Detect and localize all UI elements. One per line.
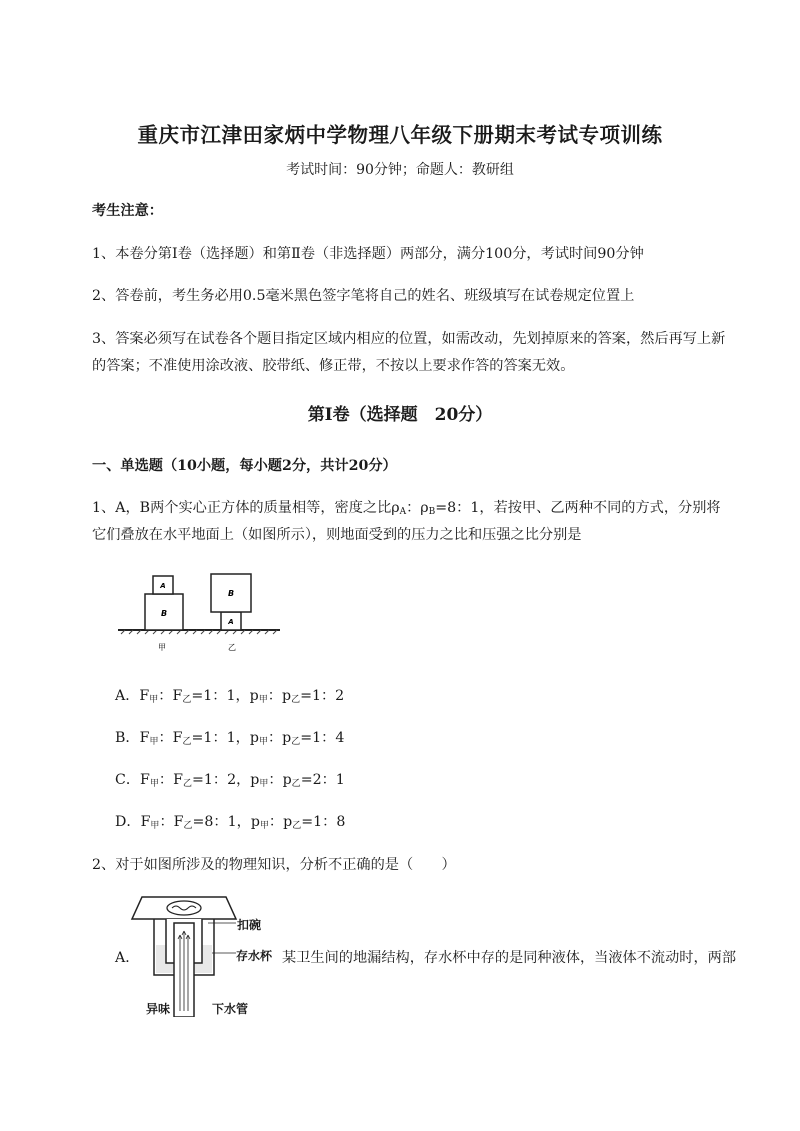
label-kouwan: 扣碗 [237, 918, 262, 932]
drain-figure [128, 893, 240, 1017]
notice-heading: 考生注意： [92, 203, 163, 219]
notice-item-2: 2、答卷前，考生务必用0.5毫米黑色签字笔将自己的姓名、班级填写在试卷规定位置上 [92, 288, 635, 304]
question-1-stem-line2: 它们叠放在水平地面上（如图所示），则地面受到的压力之比和压强之比分别是 [92, 527, 582, 543]
ground-line [118, 630, 280, 634]
q2-option-a-letter: A． [115, 950, 140, 966]
option-b[interactable]: B．$F_甲$：$F_乙=1$：1，$p_甲$：$p_乙=1$：4 [115, 730, 345, 747]
exam-info: 考试时间：90分钟；命题人：教研组 [286, 162, 514, 178]
label-jia: 甲 [158, 643, 166, 652]
label-yi: 乙 [228, 643, 236, 652]
section-title: 第I卷（选择题 20分） [307, 405, 493, 425]
svg-text:A: A [228, 618, 234, 626]
notice-item-1: 1、本卷分第I卷（选择题）和第Ⅱ卷（非选择题）两部分，满分100分，考试时间90分钟 [92, 246, 644, 262]
option-d[interactable]: D．$F_甲$：$F_乙=8$：1，$p_甲$：$p_乙=1$：8 [115, 814, 346, 831]
option-c[interactable]: C．$F_甲$：$F_乙=1$：2，$p_甲$：$p_乙=2$：1 [115, 772, 345, 789]
q2-option-a-text: 某卫生间的地漏结构，存水杯中存的是同种液体，当液体不流动时，两部 [282, 950, 737, 966]
question-2-stem: 2、对于如图所涉及的物理知识，分析不正确的是（ ） [92, 857, 456, 873]
label-cunshuibei: 存水杯 [236, 949, 273, 963]
label-xiashuiguan: 下水管 [212, 1002, 249, 1016]
option-a[interactable]: A．$F_甲$：$F_乙=1$：1，$p_甲$：$p_乙=1$：2 [115, 688, 345, 705]
question-1-stem: 1、A，B两个实心正方体的质量相等，密度之比$\rho_A$：$\rho_B=8$：1，若按甲、乙两种不同的方式，分别将 [92, 500, 721, 517]
svg-text:B: B [160, 609, 168, 618]
svg-text:A: A [160, 582, 166, 590]
notice-item-3-cont: 的答案；不准使用涂改液、胶带纸、修正带，不按以上要求作答的答案无效。 [92, 358, 575, 374]
page-title: 重庆市江津田家炳中学物理八年级下册期末考试专项训练 [137, 123, 663, 147]
svg-text:B: B [227, 589, 235, 598]
notice-item-3: 3、答案必须写在试卷各个题目指定区域内相应的位置，如需改动，先划掉原来的答案，然后再写上新 [92, 331, 726, 347]
part-heading: 一、单选题（10小题，每小题2分，共计20分） [92, 458, 397, 474]
question-1-figure [115, 568, 285, 656]
label-yiwei: 异味 [146, 1002, 171, 1016]
